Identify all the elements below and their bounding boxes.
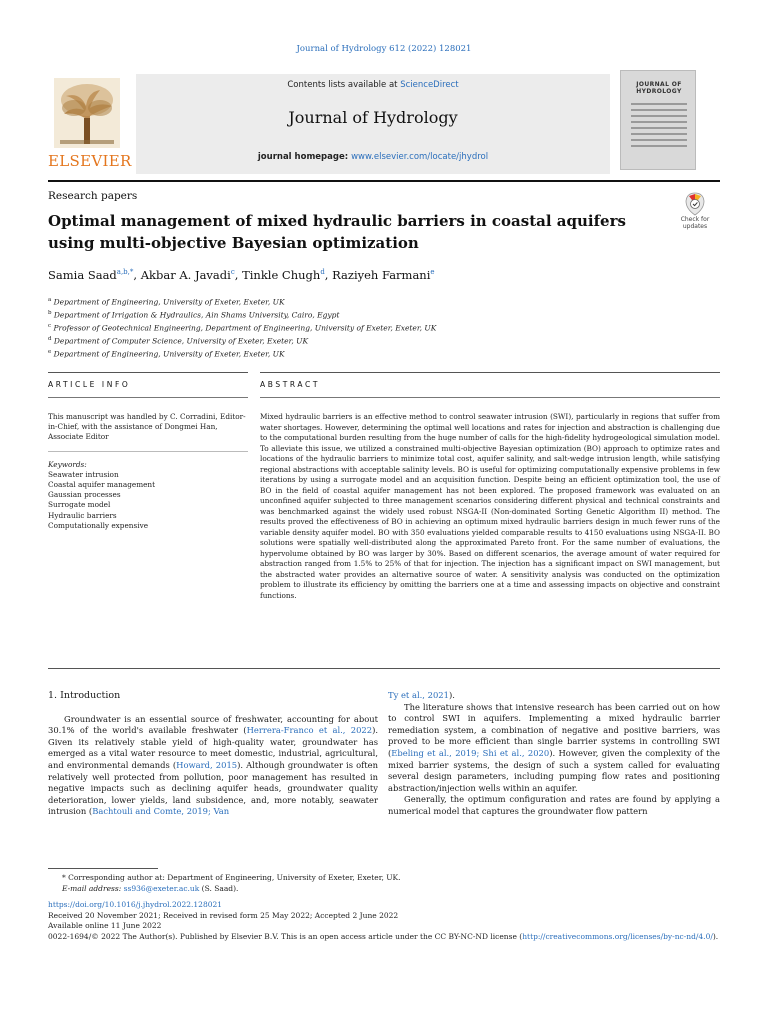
- article-info-heading: ARTICLE INFO: [48, 380, 131, 389]
- affiliation: $^b$ Department of Irrigation & Hydraulics, Ain Shams University, Cairo, Egypt: [48, 309, 340, 320]
- email-link[interactable]: ss936@exeter.ac.uk: [123, 883, 200, 893]
- body-paragraph: The literature shows that intensive research has been carried out on how to control SWI in aquifers. Implementing a mixed hydraulic barrier remediation system, a combination of negative and positive barriers, was proved to be more efficient than single barrier systems in controlling SWI (Ebeling et al., 2019; Shi et al., 2020). However, given the complexity of the mixed barrier systems, the design of such a system called for evaluating several design parameters, including pumping flow rates and positioning abstraction/injection wells within an aquifer.: [388, 701, 720, 793]
- check-updates-icon: [684, 192, 706, 216]
- citation-link[interactable]: Herrera-Franco et al., 2022: [246, 725, 373, 736]
- homepage-line: journal homepage: www.elsevier.com/locate/jhydrol: [257, 152, 489, 162]
- citation-link[interactable]: Ebeling et al., 2019; Shi et al., 2020: [391, 747, 550, 758]
- author-name[interactable]: Akbar A. Javadi: [140, 268, 231, 282]
- homepage-link[interactable]: www.elsevier.com/locate/jhydrol: [351, 152, 489, 162]
- keywords: [48, 460, 248, 531]
- keyword: Seawater intrusion: [48, 469, 119, 479]
- affiliation: $^a$ Department of Engineering, University of Exeter, Exeter, UK: [48, 297, 285, 307]
- abstract: [260, 380, 720, 601]
- article-section: Research papers: [48, 190, 138, 202]
- author-list: Samia Saad$^{a,b,*}$, Akbar A. Javadi$^c$, Tinkle Chugh$^d$, Raziyeh Farmani$^e$: [48, 268, 435, 282]
- affiliation: $^c$ Professor of Geotechnical Engineering, Department of Engineering, University of Exeter, Exeter, UK: [48, 322, 437, 333]
- corresponding-author-note: * Corresponding author at: Department of Engineering, University of Exeter, Exeter, UK.: [62, 873, 401, 882]
- footnotes: [48, 868, 720, 894]
- abstract-text: Mixed hydraulic barriers is an effective method to control seawater intrusion (SWI), particularly in regions that suffer from water shortages. However, determining the optimal well locations and rates for injection and abstraction is challenging due to the computational burden resulting from the huge number of calls for the high-fidelity hydrogeological simulation model. To alleviate this issue, we utilized a constrained multi-objective Bayesian optimization (BO) approach to optimize rates and locations of the hydraulic barriers to minimize total cost, aquifer salinity, and salt-wedge intrusion length, while satisfying regional abstractions with acceptable salinity levels. BO is useful for optimizing computationally expensive problems in few iterations by using a surrogate model and an acquisition function. Despite being an efficient optimization tool, the use of BO in the field of coastal aquifer management has not been explored. The proposed framework was evaluated on an unconfined aquifer subjected to three management scenarios considering different physical and technical constraints and was benchmarked against the widely used robust NSGA-II (Non-dominated Sorting Genetic Algorithm II) method. The results proved the effectiveness of BO in achieving an optimum mixed hydraulic barriers design in much fewer runs of the variable density aquifer model. BO with 350 evaluations yielded comparable results to 4150 evaluations using NSGA-II. BO solutions were spatially well-distributed along the approximated Pareto front. For the same number of evaluations, the hypervolume obtained by BO was larger by 30%. Based on different scenarios, the average amount of water required for abstraction ranged from 1.5% to 25% of that for injection. The injection has a significant impact on SWI management, but the abstracted water provides an alternative source of water. A sensitivity analysis was conducted on the optimization problem to illustrate its efficiency by omitting the barriers one at a time and assessing impacts on objective and constraint functions.: [260, 412, 720, 600]
- license-link[interactable]: http://creativecommons.org/licenses/by-nc-nd/4.0/: [522, 931, 713, 941]
- keyword: Surrogate model: [48, 500, 111, 510]
- check-for-updates-badge[interactable]: [674, 192, 716, 234]
- received-dates: Received 20 November 2021; Received in revised form 25 May 2022; Accepted 2 June 2022: [48, 910, 399, 920]
- check-updates-label: Check for updates: [680, 216, 710, 230]
- author-affil-marker[interactable]: d: [320, 268, 325, 277]
- intro-paragraph: Groundwater is an essential source of freshwater, accounting for about 30.1% of the world's available freshwater (Herrera-Franco et al., 2022). Given its relatively stable yield of high-quality water, groundwater has emerged as a vital water resource to meet domestic, industrial, agricultural, and environmental demands (Howard, 2015). Although groundwater is often relatively well protected from pollution, poor management has resulted in negative impacts such as declining aquifer heads, groundwater quality deterioration, lower yields, land subsidence, and, more notably, seawater intrusion (Bachtouli and Comte, 2019; Van: [48, 713, 378, 817]
- cover-contents-decor: [631, 103, 687, 151]
- author-affil-marker[interactable]: a,b,*: [116, 268, 134, 277]
- sciencedirect-link[interactable]: ScienceDirect: [400, 80, 459, 90]
- paper-title: Optimal management of mixed hydraulic barriers in coastal aquifers using multi-objective Bayesian optimization: [48, 212, 626, 252]
- cover-title: JOURNAL OF HYDROLOGY: [636, 81, 682, 95]
- journal-citation[interactable]: Journal of Hydrology 612 (2022) 128021: [296, 44, 472, 54]
- citation-link[interactable]: Ty et al., 2021: [388, 690, 449, 700]
- available-online: Available online 11 June 2022: [48, 921, 162, 930]
- affiliation: $^e$ Department of Engineering, University of Exeter, Exeter, UK: [48, 348, 285, 359]
- publisher-wordmark: ELSEVIER: [48, 152, 132, 170]
- keyword: Gaussian processes: [48, 490, 121, 500]
- license-statement: 0022-1694/© 2022 The Author(s). Published by Elsevier B.V. This is an open access article under the CC BY-NC-ND license (http://creativecommons.org/licenses/by-nc-nd/4.0/).: [48, 931, 719, 941]
- footnote-rule: [48, 868, 158, 869]
- journal-title: Journal of Hydrology: [288, 108, 458, 127]
- author-affil-marker[interactable]: c: [230, 268, 235, 277]
- body-column-left: [48, 690, 378, 818]
- body-paragraph: Generally, the optimum configuration and rates are found by applying a numerical model that captures the groundwater flow pattern: [388, 794, 720, 816]
- keyword: Computationally expensive: [48, 520, 149, 530]
- masthead: [48, 74, 720, 174]
- keywords-divider: [48, 451, 248, 452]
- journal-cover[interactable]: [620, 70, 696, 170]
- keyword: Coastal aquifer management: [48, 480, 156, 490]
- abstract-rule: [260, 372, 720, 373]
- abstract-heading: ABSTRACT: [260, 380, 321, 389]
- article-info: [48, 380, 248, 531]
- keyword: Hydraulic barriers: [48, 510, 117, 520]
- author-name[interactable]: Raziyeh Farmani: [332, 268, 431, 282]
- article-metadata: [48, 900, 720, 942]
- body-rule: [48, 668, 720, 669]
- affiliations: [48, 295, 708, 360]
- masthead-rule: [48, 180, 720, 182]
- info-divider: [48, 397, 248, 398]
- author-name[interactable]: Samia Saad: [48, 268, 117, 282]
- introduction-heading: 1. Introduction: [48, 690, 121, 701]
- author-affil-marker[interactable]: e: [430, 268, 435, 277]
- author-name[interactable]: Tinkle Chugh: [242, 268, 321, 282]
- affiliation: $^d$ Department of Computer Science, University of Exeter, Exeter, UK: [48, 335, 309, 346]
- elsevier-logo[interactable]: [48, 78, 132, 170]
- keywords-label: Keywords:: [48, 459, 87, 469]
- masthead-center: [136, 74, 610, 174]
- abstract-divider: [260, 397, 720, 398]
- doi-link[interactable]: https://doi.org/10.1016/j.jhydrol.2022.128021: [48, 900, 223, 909]
- body-column-right: [388, 690, 720, 818]
- contents-line: Contents lists available at ScienceDirect: [287, 80, 459, 90]
- elsevier-tree-icon: [54, 78, 120, 148]
- citation-link[interactable]: Bachtouli and Comte, 2019; Van: [92, 806, 230, 817]
- citation-link[interactable]: Howard, 2015: [176, 759, 238, 770]
- editor-note: This manuscript was handled by C. Corradini, Editor-in-Chief, with the assistance of Dongmei Han, Associate Editor: [48, 412, 246, 442]
- info-rule: [48, 372, 248, 373]
- email-note: E-mail address: ss936@exeter.ac.uk (S. Saad).: [62, 883, 239, 893]
- continued-citation: Ty et al., 2021).: [388, 690, 455, 700]
